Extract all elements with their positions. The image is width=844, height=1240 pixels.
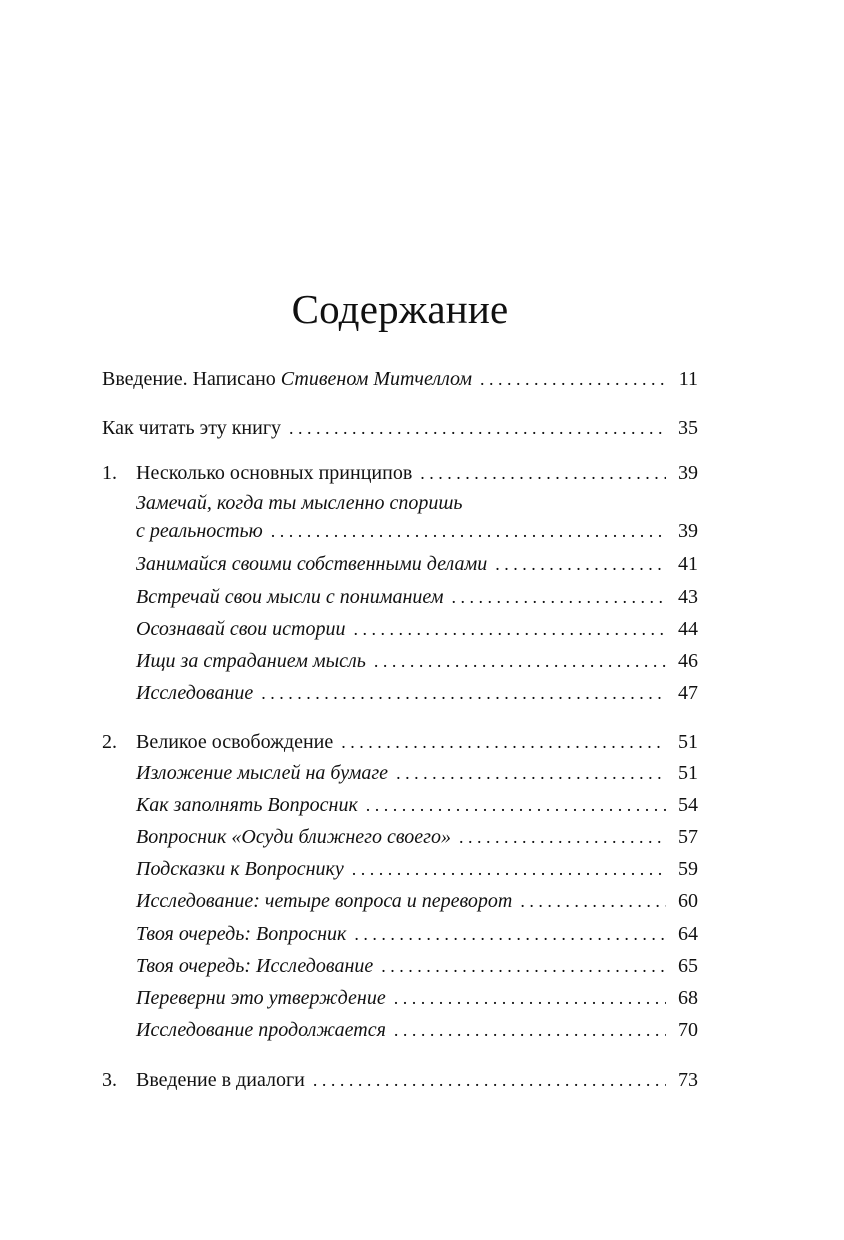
chapter-number: 2. <box>102 731 117 753</box>
toc-entry-howto[interactable] <box>102 417 698 445</box>
dot-leader <box>353 619 666 640</box>
dot-leader <box>452 587 666 608</box>
toc-subentry[interactable] <box>136 794 698 822</box>
table-of-contents <box>102 0 698 1240</box>
dot-leader <box>459 827 666 848</box>
toc-page-number: 35 <box>678 417 698 439</box>
dot-leader <box>366 795 666 816</box>
toc-subentry[interactable] <box>136 858 698 886</box>
toc-entry-text: Занимайся своими собственными делами <box>136 553 488 575</box>
dot-leader <box>341 732 666 753</box>
toc-subentry[interactable] <box>136 520 698 548</box>
dot-leader <box>313 1070 666 1091</box>
dot-leader <box>354 924 666 945</box>
dot-leader <box>261 683 666 704</box>
toc-subentry[interactable] <box>136 618 698 646</box>
toc-page-number: 43 <box>678 586 698 608</box>
toc-page-number: 70 <box>678 1019 698 1041</box>
toc-subentry[interactable] <box>136 1019 698 1047</box>
toc-page-number: 46 <box>678 650 698 672</box>
dot-leader <box>396 763 666 784</box>
toc-page-number: 57 <box>678 826 698 848</box>
toc-page-number: 51 <box>678 731 698 753</box>
page-title: Содержание <box>291 286 509 332</box>
toc-entry-text: Переверни это утверждение <box>136 987 386 1009</box>
toc-page-number: 73 <box>678 1069 698 1091</box>
toc-page-number: 51 <box>678 762 698 784</box>
toc-entry-text: Твоя очередь: Вопросник <box>136 923 347 945</box>
toc-chapter-1[interactable] <box>102 462 698 490</box>
toc-page-number: 54 <box>678 794 698 816</box>
toc-entry-text: Исследование продолжается <box>136 1019 386 1041</box>
dot-leader <box>420 463 666 484</box>
toc-subentry[interactable] <box>136 826 698 854</box>
toc-subentry[interactable] <box>136 586 698 614</box>
toc-entry-text: Как заполнять Вопросник <box>136 794 358 816</box>
toc-page-number: 65 <box>678 955 698 977</box>
toc-entry-text: Введение. Написано Стивеном Митчеллом <box>102 368 473 390</box>
dot-leader <box>271 521 666 542</box>
dot-leader <box>374 651 666 672</box>
toc-entry-text: Изложение мыслей на бумаге <box>136 762 389 784</box>
toc-subentry[interactable] <box>136 987 698 1015</box>
dot-leader <box>352 859 666 880</box>
toc-page-number: 59 <box>678 858 698 880</box>
toc-page-number: 47 <box>678 682 698 704</box>
toc-page-number: 68 <box>678 987 698 1009</box>
toc-subentry[interactable] <box>136 553 698 581</box>
toc-page-number: 60 <box>678 890 698 912</box>
toc-entry-text: Введение в диалоги <box>136 1069 305 1091</box>
dot-leader <box>394 988 666 1009</box>
dot-leader <box>289 418 666 439</box>
dot-leader <box>381 956 666 977</box>
dot-leader <box>520 891 666 912</box>
dot-leader <box>495 554 666 575</box>
toc-entry-text: Подсказки к Вопроснику <box>136 858 344 880</box>
toc-entry-text: Как читать эту книгу <box>102 417 282 439</box>
toc-entry-text: Ищи за страданием мысль <box>136 650 366 672</box>
toc-subentry[interactable] <box>136 762 698 790</box>
toc-entry-text: Великое освобождение <box>136 731 334 753</box>
toc-page-number: 39 <box>678 462 698 484</box>
toc-entry-intro[interactable] <box>102 368 698 396</box>
chapter-number: 1. <box>102 462 117 484</box>
toc-chapter-3[interactable] <box>102 1069 698 1097</box>
toc-page-number: 64 <box>678 923 698 945</box>
toc-entry-text: Несколько основных принципов <box>136 462 413 484</box>
toc-entry-text: Осознавай свои истории <box>136 618 346 640</box>
toc-page-number: 41 <box>678 553 698 575</box>
toc-page-number: 11 <box>678 368 698 390</box>
toc-subentry[interactable] <box>136 650 698 678</box>
toc-page-number: 44 <box>678 618 698 640</box>
toc-subentry[interactable] <box>136 890 698 918</box>
toc-chapter-2[interactable] <box>102 731 698 759</box>
chapter-number: 3. <box>102 1069 117 1091</box>
toc-entry-text: Твоя очередь: Исследование <box>136 955 374 977</box>
toc-subentry[interactable] <box>136 923 698 951</box>
toc-entry-text: Исследование <box>136 682 254 704</box>
toc-page-number: 39 <box>678 520 698 542</box>
toc-entry-text: Встречай свои мысли с пониманием <box>136 586 444 608</box>
dot-leader <box>480 369 666 390</box>
toc-subentry[interactable] <box>136 682 698 710</box>
toc-entry-text: Вопросник «Осуди ближнего своего» <box>136 826 451 848</box>
toc-subentry[interactable] <box>136 955 698 983</box>
toc-entry-text: Исследование: четыре вопроса и переворот <box>136 890 513 912</box>
toc-subentry-text-line1[interactable]: Замечай, когда ты мысленно споришь <box>136 492 463 514</box>
toc-entry-text: с реальностью <box>136 520 263 542</box>
toc-entry-author: Стивеном Митчеллом <box>280 368 473 390</box>
dot-leader <box>394 1020 666 1041</box>
